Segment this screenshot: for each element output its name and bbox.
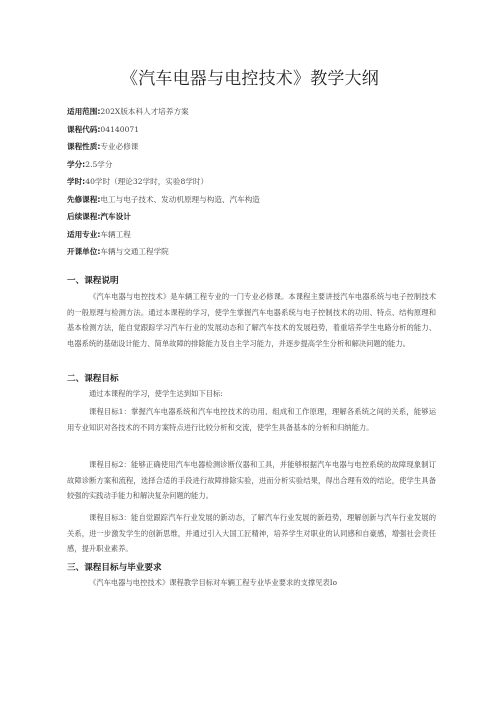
meta-label: 先修课程:	[67, 194, 101, 204]
goal-3: 课程目标3：能自觉跟踪汽车行业发展的新动态，了解汽车行业发展的新趋势，理解创新与汽车行业发展的关系，进一步激发学生的创新思维，并通过引入大国工匠精神，培养学生对职业的认同感和自豪感，增强社会责任感，提升职业素养。	[67, 513, 436, 554]
meta-value: 车辆与交通工程学院	[100, 247, 169, 256]
meta-code	[67, 121, 447, 139]
meta-major	[67, 226, 447, 244]
meta-label: 学时:	[67, 177, 86, 186]
meta-prerequisites	[67, 191, 447, 209]
section-1-paragraph: 《汽车电器与电控技术》是车辆工程专业的一门专业必修课。本课程主要讲授汽车电器系统与电子控制技术的一般原理与检测方法。通过本课程的学习，使学生掌握汽车电器系统与电子控制技术的功用、特点、结构原理和基本检测方法，能自觉跟踪学习汽车行业的发展动态和了解汽车技术的发展趋势，着重培养学生电路分析的能力、电器系统的基础设计能力、简单故障的排除能力及自主学习能力，并逐步提高学生分析和解决问题的能力。	[67, 292, 436, 348]
meta-label: 后续课程:	[67, 212, 101, 221]
section-heading-2: 二、课程目标	[67, 374, 119, 384]
meta-credits	[67, 156, 447, 174]
meta-label: 适用范围:	[67, 107, 101, 116]
meta-label: 开课单位:	[67, 247, 101, 256]
meta-label: 课程代码:	[67, 124, 101, 134]
meta-value: 04140071	[100, 124, 140, 134]
goal-1: 课程目标1：掌握汽车电器系统和汽车电控技术的功用、组成和工作原理，理解各系统之间的关系，能够运用专业知识对各技术的不同方案特点进行比较分析和交流，使学生具备基本的分析和归纳能力。	[67, 407, 436, 432]
meta-department	[67, 243, 447, 261]
meta-value: 40学时（理论32学时，实验8学时）	[85, 177, 209, 186]
meta-label: 课程性质:	[67, 142, 101, 151]
meta-value: 202X版本科人才培养方案	[100, 107, 189, 116]
meta-nature	[67, 138, 447, 156]
meta-label: 适用专业:	[67, 229, 101, 239]
meta-value: 专业必修课	[100, 142, 139, 151]
section-heading-1: 一、课程说明	[67, 276, 119, 286]
meta-hours	[67, 173, 447, 191]
course-info	[67, 103, 447, 261]
meta-value: 汽车设计	[100, 212, 131, 221]
meta-value: 2.5学分	[85, 159, 113, 169]
section-3-paragraph: 《汽车电器与电控技术》课程教学目标对车辆工程专业毕业要求的支撑见表Io	[89, 578, 338, 587]
meta-value: 电工与电子技术、发动机原理与构造、汽车构造	[100, 194, 260, 204]
meta-followup	[67, 208, 447, 226]
meta-value: 车辆工程	[100, 229, 131, 239]
document-title: 《汽车电器与电控技术》教学大纲	[121, 69, 379, 89]
section-heading-3: 三、课程目标与毕业要求	[67, 563, 162, 573]
meta-label: 学分:	[67, 159, 86, 169]
meta-scope	[67, 103, 447, 121]
goals-intro: 通过本课程的学习，使学生达到如下目标:	[89, 389, 223, 398]
goal-2: 课程目标2：能够正确使用汽车电器检测诊断仪器和工具，并能够根据汽车电器与电控系统的故障现象制订故障诊断方案和流程，选择合适的手段进行故障排除实验，进而分析实验结果，得出合理有效的结论，使学生具备较强的实践动手能力和解决复杂问题的能力。	[67, 460, 436, 501]
